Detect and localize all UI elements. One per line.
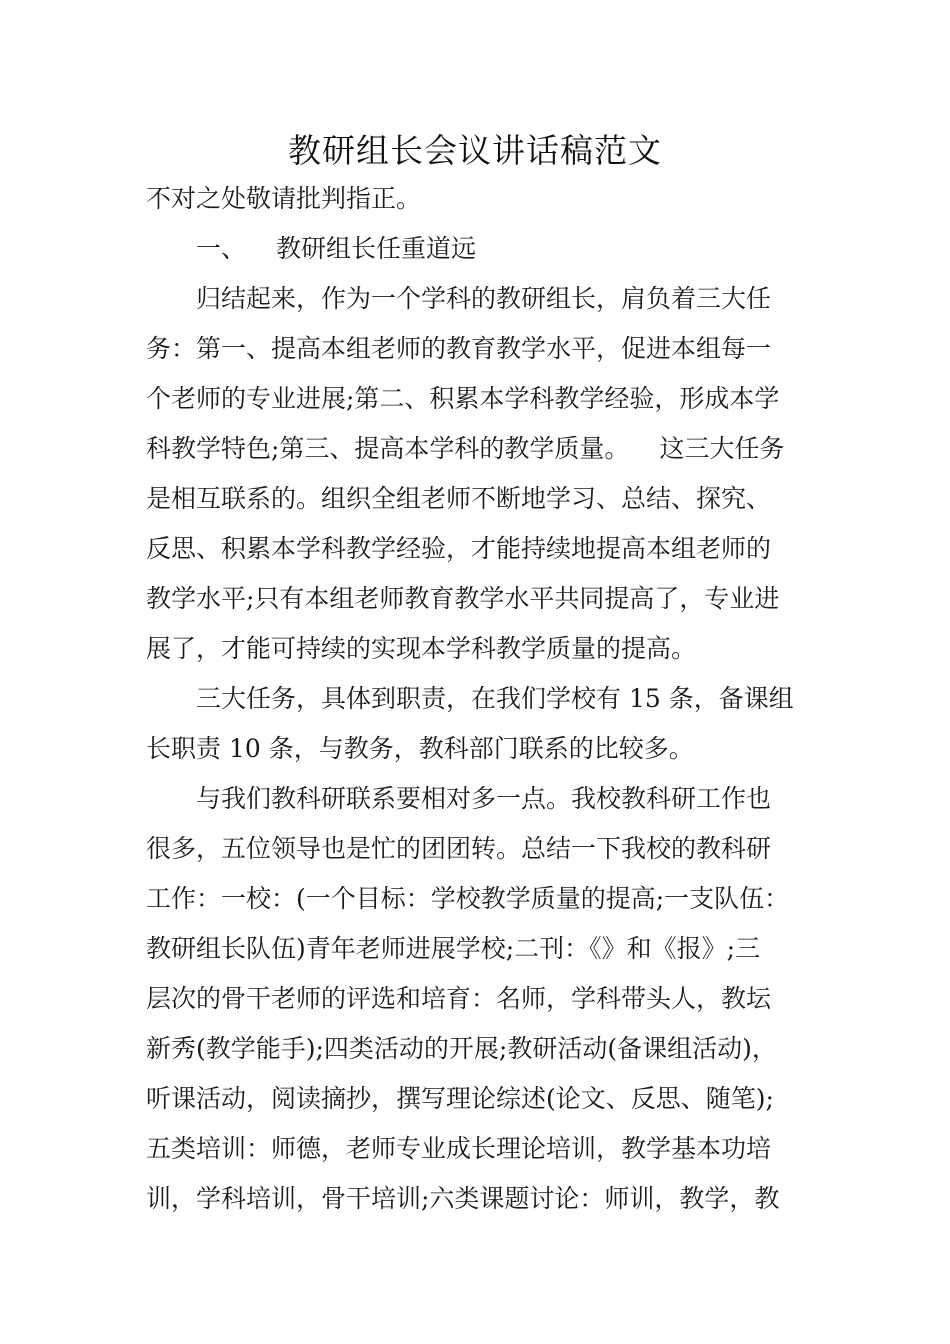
- text-line: 是相互联系的。组织全组老师不断地学习、总结、探究、: [146, 484, 772, 513]
- text-line: [146, 424, 826, 474]
- document-body: [146, 174, 826, 1224]
- text-line: 五类培训：师德，老师专业成长理论培训，教学基本功培: [146, 1134, 772, 1163]
- text-line: 个老师的专业进展;第二、积累本学科教学经验，形成本学: [146, 384, 780, 413]
- text-line: 教学水平;只有本组老师教育教学水平共同提高了，专业进: [146, 584, 780, 613]
- text-segment: 这三大任务: [659, 434, 785, 463]
- text-line: 工作：一校：(一个目标：学校教学质量的提高;一支队伍：: [146, 884, 790, 913]
- section-heading-text: 教研组长任重道远: [276, 234, 477, 263]
- section-number: 一、: [196, 234, 247, 263]
- text-line: 新秀(教学能手);四类活动的开展;教研活动(备课组活动)，: [146, 1034, 777, 1063]
- text-line: 教研组长队伍)青年老师进展学校;二刊：《》和《报》;三: [146, 934, 761, 963]
- text-line: 展了，才能可持续的实现本学科教学质量的提高。: [146, 634, 697, 663]
- text-line: 听课活动，阅读摘抄，撰写理论综述(论文、反思、随笔);: [146, 1084, 774, 1113]
- text-line: 归结起来，作为一个学科的教研组长，肩负着三大任: [196, 284, 772, 313]
- text-line: 三大任务，具体到职责，在我们学校有 15 条，备课组: [196, 684, 794, 713]
- section-heading: [146, 224, 826, 274]
- text-line: 训，学科培训，骨干培训;六类课题讨论：师训，教学，教: [146, 1184, 780, 1213]
- text-line: 长职责 10 条，与教务，教科部门联系的比较多。: [146, 734, 694, 763]
- text-line: 很多，五位领导也是忙的团团转。总结一下我校的教科研: [146, 834, 772, 863]
- text-line: 与我们教科研联系要相对多一点。我校教科研工作也: [196, 784, 772, 813]
- text-line: 务：第一、提高本组老师的教育教学水平，促进本组每一: [146, 334, 772, 363]
- text-line: 不对之处敬请批判指正。: [146, 184, 422, 213]
- document-title: 教研组长会议讲话稿范文: [288, 131, 662, 170]
- text-line: 层次的骨干老师的评选和培育：名师，学科带头人，教坛: [146, 984, 772, 1013]
- text-segment: 科教学特色;第三、提高本学科的教学质量。: [146, 434, 630, 463]
- text-line: 反思、积累本学科教学经验，才能持续地提高本组老师的: [146, 534, 772, 563]
